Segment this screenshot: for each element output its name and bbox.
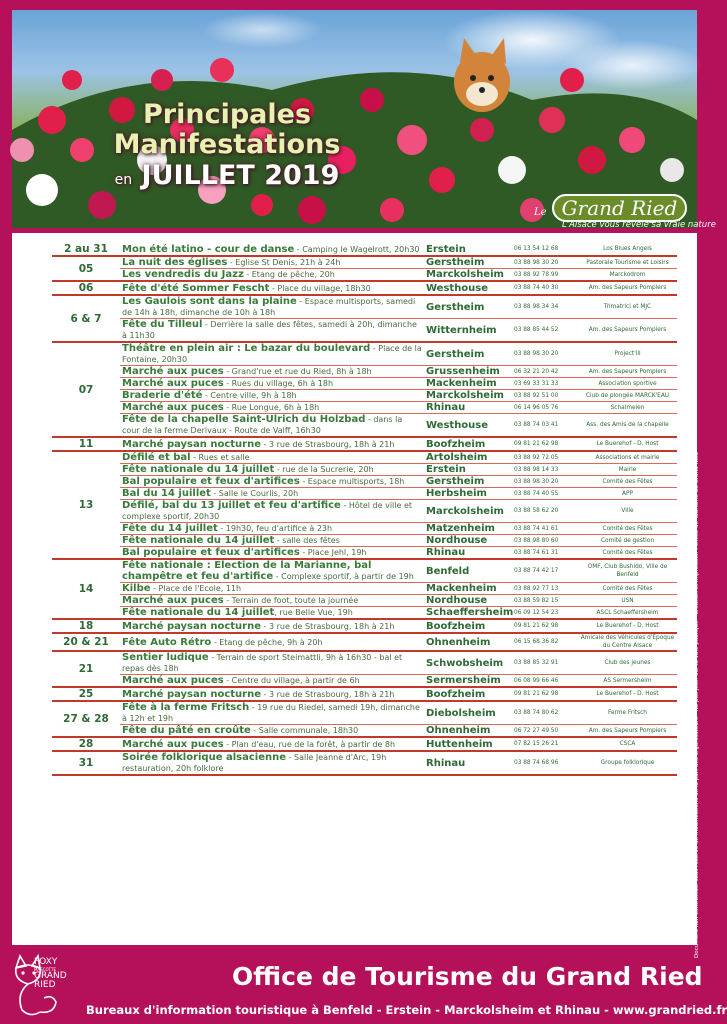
event-town: Witternheim [424, 319, 512, 343]
event-cell [120, 451, 424, 464]
event-organizer: Mairie [578, 464, 677, 476]
table-row [52, 523, 677, 535]
event-phone: 03 88 98 80 60 [512, 535, 578, 547]
table-row [52, 390, 677, 402]
event-name: Marché aux puces [122, 402, 224, 413]
logo-name: Grand Ried [552, 194, 688, 222]
event-phone: 03 88 74 40 30 [512, 281, 578, 295]
event-cell [120, 488, 424, 500]
event-cell [120, 366, 424, 378]
event-name: Fête à la ferme Fritsch [122, 702, 250, 713]
event-organizer: Marckodrom [578, 269, 677, 282]
event-organizer: Los Blues Angels [578, 243, 677, 256]
event-organizer: CSCA [578, 737, 677, 751]
event-town: Rhinau [424, 402, 512, 414]
event-phone: 03 88 85 32 91 [512, 651, 578, 675]
event-description: - Etang de pêche, 20h [243, 270, 335, 279]
event-phone: 09 81 21 62 98 [512, 437, 578, 451]
event-town: Gerstheim [424, 256, 512, 269]
event-date: 18 [52, 619, 120, 633]
event-phone: 03 88 92 78 99 [512, 269, 578, 282]
event-description: , rue Belle Vue, 19h [274, 608, 353, 617]
event-name: Fête du 14 juillet [122, 523, 218, 534]
event-organizer: Pastorale Tourisme et Loisirs [578, 256, 677, 269]
event-description: - Plan d'eau, rue de la forêt, à partir de 8h [223, 739, 396, 749]
table-row [52, 256, 677, 269]
event-town: Schwobsheim [424, 651, 512, 675]
event-name: Fête d'été Sommer Fescht [122, 282, 270, 294]
event-date: 05 [52, 256, 120, 281]
event-name: Défilé et bal [122, 452, 191, 463]
title-en: en [114, 172, 133, 188]
table-row [52, 725, 677, 738]
event-town: Boofzheim [424, 437, 512, 451]
event-organizer: Am. des Sapeurs Pompiers [578, 281, 677, 295]
event-name: Fête nationale du 14 juillet [122, 607, 275, 618]
footer [0, 948, 727, 1024]
table-row [52, 295, 677, 319]
event-description: - Salle le Courlis, 20h [210, 489, 299, 498]
event-description: - Rue Longue, 6h à 18h [223, 403, 320, 412]
event-cell [120, 319, 424, 343]
event-cell [120, 476, 424, 488]
event-description: - Salle communale, 18h30 [250, 726, 359, 735]
event-phone: 03 88 74 40 55 [512, 488, 578, 500]
event-cell [120, 269, 424, 282]
event-description: - 3 rue de Strasbourg, 18h à 21h [261, 621, 395, 631]
event-organizer: Le Buerehof - D. Host [578, 437, 677, 451]
event-organizer: Comité de gestion [578, 535, 677, 547]
event-town: Sermersheim [424, 675, 512, 688]
event-phone: 03 88 98 34 34 [512, 295, 578, 319]
table-row [52, 366, 677, 378]
event-cell [120, 559, 424, 583]
event-cell [120, 523, 424, 535]
event-description: - rue de la Sucrerie, 20h [274, 465, 374, 474]
event-cell [120, 547, 424, 560]
event-description: - Espace multisports, samedi de 14h à 18h, dimanche de 10h à 18h [122, 297, 416, 317]
event-description: - Terrain de sport Steimattli, 9h à 16h30 - bal et repas dès 18h [122, 653, 403, 673]
table-row [52, 751, 677, 775]
event-name: La nuit des églises [122, 257, 228, 268]
table-row [52, 269, 677, 282]
event-cell [120, 595, 424, 607]
event-phone: 03 88 74 03 41 [512, 414, 578, 438]
foxy-mascot-text [34, 958, 67, 990]
event-town: Rhinau [424, 751, 512, 775]
event-cell [120, 619, 424, 633]
event-phone: 06 13 54 12 68 [512, 243, 578, 256]
event-name: Théâtre en plein air : Le bazar du boulevard [122, 343, 371, 354]
event-description: - Espace multisports, 18h [299, 477, 405, 486]
event-phone: 03 88 92 51 00 [512, 390, 578, 402]
event-date: 6 & 7 [52, 295, 120, 342]
event-date: 11 [52, 437, 120, 451]
event-town: Nordhouse [424, 595, 512, 607]
event-town: Erstein [424, 243, 512, 256]
event-town: Benfeld [424, 559, 512, 583]
event-description: - Complexe sportif, à partir de 19h [273, 572, 414, 581]
event-town: Ohnenheim [424, 633, 512, 651]
table-row [52, 281, 677, 295]
table-row [52, 414, 677, 438]
event-description: - Salle Jeanne d'Arc, 19h restauration, 20h folklore [122, 753, 387, 773]
event-organizer: Le Buerehof - D. Host [578, 687, 677, 701]
event-town: Marckolsheim [424, 269, 512, 282]
event-cell [120, 675, 424, 688]
event-town: Mackenheim [424, 583, 512, 595]
event-organizer: Comité des Fêtes [578, 476, 677, 488]
event-date: 27 & 28 [52, 701, 120, 737]
event-town: Boofzheim [424, 687, 512, 701]
event-town: Nordhouse [424, 535, 512, 547]
event-cell [120, 390, 424, 402]
event-phone: 03 88 74 80 62 [512, 701, 578, 725]
table-row [52, 500, 677, 523]
event-organizer: APP [578, 488, 677, 500]
event-description: - 3 rue de Strasbourg, 18h à 21h [261, 439, 395, 449]
event-description: - dans la cour de la ferme Derivaux - Route de Valff, 16h30 [122, 415, 403, 435]
event-town: Mackenheim [424, 378, 512, 390]
event-date: 28 [52, 737, 120, 751]
grand-ried-logo [534, 196, 716, 230]
event-phone: 03 88 74 42 17 [512, 559, 578, 583]
foxy-small: MASCOTTE [34, 967, 57, 972]
table-row [52, 701, 677, 725]
table-row [52, 675, 677, 688]
event-phone: 03 69 33 31 33 [512, 378, 578, 390]
table-row [52, 402, 677, 414]
event-description: - salle des fêtes [274, 536, 340, 545]
event-phone: 06 32 21 20 42 [512, 366, 578, 378]
event-organizer: Club des jeunes [578, 651, 677, 675]
event-cell [120, 535, 424, 547]
event-phone: 03 88 85 44 52 [512, 319, 578, 343]
event-description: - Eglise St Denis, 21h à 24h [227, 258, 341, 267]
event-cell [120, 295, 424, 319]
event-phone: 09 81 21 62 98 [512, 687, 578, 701]
event-organizer: Schalmeien [578, 402, 677, 414]
event-name: Marché paysan nocturne [122, 620, 262, 632]
event-description: - 19 rue du Riedel, samedi 19h, dimanche à 12h et 19h [122, 703, 420, 723]
event-organizer: Project'ill [578, 342, 677, 366]
event-phone: 03 88 74 68 96 [512, 751, 578, 775]
logo-prefix: Le [534, 207, 547, 218]
foxy-word: FOXY [34, 957, 58, 967]
table-row [52, 633, 677, 651]
event-description: - Place de l'Ecole, 11h [150, 584, 242, 593]
event-description: - Derrière la salle des fêtes, samedi à 20h, dimanche à 11h30 [122, 320, 417, 340]
event-phone: 06 72 27 49 50 [512, 725, 578, 738]
event-cell [120, 342, 424, 366]
event-cell [120, 651, 424, 675]
event-town: Westhouse [424, 414, 512, 438]
event-phone: 06 15 68 36 82 [512, 633, 578, 651]
foxy-ried: RIED [34, 980, 56, 990]
event-organizer: Am. des Sapeurs Pompiers [578, 725, 677, 738]
event-organizer: Ville [578, 500, 677, 523]
event-cell [120, 464, 424, 476]
event-cell [120, 414, 424, 438]
event-name: Bal populaire et feux d'artifices [122, 476, 300, 487]
event-town: Westhouse [424, 281, 512, 295]
event-town: Rhinau [424, 547, 512, 560]
bureaux-line: Bureaux d'information touristique à Benfeld - Erstein - Marckolsheim et Rhinau - www.grandried.fr [86, 1003, 727, 1017]
table-row [52, 476, 677, 488]
event-name: Marché aux puces [122, 366, 224, 377]
table-row [52, 737, 677, 751]
event-description: - Hôtel de ville et complexe sportif, 20h30 [122, 501, 413, 521]
event-town: Schaeffersheim [426, 607, 514, 618]
page-title [92, 100, 362, 196]
event-description: - Centre du village, à partir de 6h [223, 676, 360, 685]
event-cell [120, 256, 424, 269]
event-organizer: Comité des Fêtes [578, 547, 677, 560]
table-row [52, 535, 677, 547]
events-table [52, 243, 677, 776]
event-cell [120, 633, 424, 651]
office-title: Office de Tourisme du Grand Ried [232, 962, 703, 991]
event-name: Marché aux puces [122, 595, 224, 606]
event-organizer: Ferme Fritsch [578, 701, 677, 725]
event-name: Les vendredis du Jazz [122, 269, 244, 280]
title-line-3 [92, 160, 362, 196]
event-description: - Place Jehl, 19h [299, 548, 367, 557]
event-description: - Place du village, 18h30 [269, 283, 371, 293]
table-row [52, 687, 677, 701]
event-cell [120, 378, 424, 390]
title-month: JUILLET 2019 [141, 160, 340, 191]
event-date: 06 [52, 281, 120, 295]
event-cell [120, 583, 424, 595]
event-cell [120, 281, 424, 295]
event-town: Diebolsheim [424, 701, 512, 725]
event-town: Boofzheim [424, 619, 512, 633]
event-phone: 09 81 21 62 98 [512, 619, 578, 633]
event-name: Fête de la chapelle Saint-Ulrich du Holzbad [122, 414, 366, 425]
event-phone: 03 88 92 77 13 [512, 583, 578, 595]
event-cell [120, 243, 424, 256]
event-name: Marché paysan nocturne [122, 688, 262, 700]
event-name: Braderie d'été [122, 390, 203, 401]
table-row [52, 342, 677, 366]
event-description: - 3 rue de Strasbourg, 18h à 21h [261, 689, 395, 699]
event-organizer: AS Sermersheim [578, 675, 677, 688]
table-row [52, 319, 677, 343]
table-row [52, 595, 677, 607]
event-name: Mon été latino - cour de danse [122, 243, 295, 255]
event-town: Gerstheim [424, 295, 512, 319]
event-date: 31 [52, 751, 120, 775]
event-town: Artolsheim [424, 451, 512, 464]
event-phone: 03 88 98 30 20 [512, 476, 578, 488]
event-organizer: ASCL Schaeffersheim [578, 607, 677, 620]
logo-tagline: L'Alsace vous révèle sa vraie nature [562, 220, 716, 230]
event-name: Sentier ludique [122, 652, 209, 663]
table-row [52, 243, 677, 256]
event-organizer: Am. des Sapeurs Pompiers [578, 319, 677, 343]
event-name: Fête nationale du 14 juillet [122, 464, 275, 475]
event-name: Marché aux puces [122, 738, 224, 750]
events-panel [12, 233, 697, 945]
event-phone: 07 82 15 26 21 [512, 737, 578, 751]
title-line-1: Principales [142, 99, 312, 130]
event-date: 2 au 31 [52, 243, 120, 256]
event-phone: 03 88 98 30 20 [512, 342, 578, 366]
event-cell [120, 607, 424, 620]
event-organizer: USN [578, 595, 677, 607]
event-description: - 19h30, feu d'artifice à 23h [217, 524, 333, 533]
event-name: Bal populaire et feux d'artifices [122, 547, 300, 558]
event-description: - Centre ville, 9h à 18h [202, 391, 297, 400]
event-name: Fête nationale du 14 juillet [122, 535, 275, 546]
event-town: Erstein [424, 464, 512, 476]
title-line-2: Manifestations [113, 129, 341, 160]
table-row [52, 464, 677, 476]
event-cell [120, 751, 424, 775]
event-town: Marckolsheim [424, 390, 512, 402]
table-row [52, 607, 677, 620]
event-date: 25 [52, 687, 120, 701]
table-row [52, 437, 677, 451]
header-banner [12, 10, 716, 230]
event-phone: 03 88 59 82 15 [512, 595, 578, 607]
event-organizer: Comité des Fêtes [578, 523, 677, 535]
event-name: Soirée folklorique alsacienne [122, 752, 287, 763]
event-phone: 03 88 58 62 20 [512, 500, 578, 523]
event-name: Fête Auto Rétro [122, 636, 212, 648]
table-row [52, 619, 677, 633]
event-phone: 06 14 96 05 76 [512, 402, 578, 414]
event-date: 07 [52, 342, 120, 437]
event-description: - Rues et salle [190, 453, 250, 462]
event-phone: 03 88 74 41 61 [512, 523, 578, 535]
event-name: Fête nationale : Election de la Marianne, bal champêtre et feu d'artifice [122, 560, 372, 582]
event-cell [120, 500, 424, 523]
event-organizer: Trimatrici et MJC [578, 295, 677, 319]
event-description: - Rues du village, 6h à 18h [223, 379, 334, 388]
event-phone: 03 88 98 14 33 [512, 464, 578, 476]
event-town: Marckolsheim [424, 500, 512, 523]
event-town: Gerstheim [424, 476, 512, 488]
event-name: Les Gaulois sont dans la plaine [122, 296, 297, 307]
event-cell [120, 725, 424, 738]
event-cell [120, 701, 424, 725]
table-row [52, 583, 677, 595]
event-description: - Terrain de foot, toute la journée [223, 596, 359, 605]
side-disclaimer: Document non contractuel sous réserve de modifications de la part des organisateurs - Ne pas jeter sur la voie publique - Création et impression : Office de Tourisme du Grand Ried [694, 452, 700, 958]
event-town: Matzenheim [424, 523, 512, 535]
event-phone: 06 08 99 66 46 [512, 675, 578, 688]
event-date: 14 [52, 559, 120, 619]
event-town: Gerstheim [424, 342, 512, 366]
table-row [52, 651, 677, 675]
event-cell [120, 437, 424, 451]
event-organizer: Comité des Fêtes [578, 583, 677, 595]
event-town: Herbsheim [424, 488, 512, 500]
event-phone: 03 88 98 30 20 [512, 256, 578, 269]
event-name: Fête du Tilleul [122, 319, 203, 330]
table-row [52, 547, 677, 560]
event-organizer: Ass. des Amis de la chapelle [578, 414, 677, 438]
event-phone: 06 09 12 54 23 [512, 607, 578, 620]
event-name: Marché aux puces [122, 675, 224, 686]
event-date: 13 [52, 451, 120, 559]
event-phone: 03 88 74 61 31 [512, 547, 578, 560]
table-row [52, 451, 677, 464]
event-name: Marché paysan nocturne [122, 438, 262, 450]
table-row [52, 559, 677, 583]
event-cell [120, 402, 424, 414]
event-organizer: Associations et mairie [578, 451, 677, 464]
event-town: Grussenheim [424, 366, 512, 378]
event-name: Kilbe [122, 583, 151, 594]
event-town: Ohnenheim [424, 725, 512, 738]
event-cell [120, 737, 424, 751]
event-organizer: Association sportive [578, 378, 677, 390]
event-description: - Place de la Fontaine, 20h30 [122, 344, 422, 364]
event-organizer: Amicale des Véhicules d'Epoque du Centre Alsace [578, 633, 677, 651]
event-organizer: Am. des Sapeurs Pompiers [578, 366, 677, 378]
event-description: - Etang de pêche, 9h à 20h [211, 637, 323, 647]
event-town: Huttenheim [424, 737, 512, 751]
event-organizer: Le Buerehof - D. Host [578, 619, 677, 633]
event-organizer: Groupe folklorique [578, 751, 677, 775]
event-organizer: OMF, Club Bushido, Ville de Benfeld [578, 559, 677, 583]
foxy-grand: GRAND [34, 971, 67, 981]
event-description: - Grand'rue et rue du Ried, 8h à 18h [223, 367, 372, 376]
event-cell [120, 687, 424, 701]
table-row [52, 378, 677, 390]
event-date: 21 [52, 651, 120, 687]
event-description: - Camping le Wagelrott, 20h30 [294, 244, 420, 254]
event-name: Fête du pâté en croûte [122, 725, 251, 736]
table-row [52, 488, 677, 500]
event-name: Marché aux puces [122, 378, 224, 389]
event-date: 20 & 21 [52, 633, 120, 651]
event-name: Défilé, bal du 13 juillet et feu d'artifice [122, 500, 341, 511]
event-organizer: Club de plongée MARCK'EAU [578, 390, 677, 402]
event-name: Bal du 14 juillet [122, 488, 211, 499]
event-phone: 03 88 92 72 05 [512, 451, 578, 464]
